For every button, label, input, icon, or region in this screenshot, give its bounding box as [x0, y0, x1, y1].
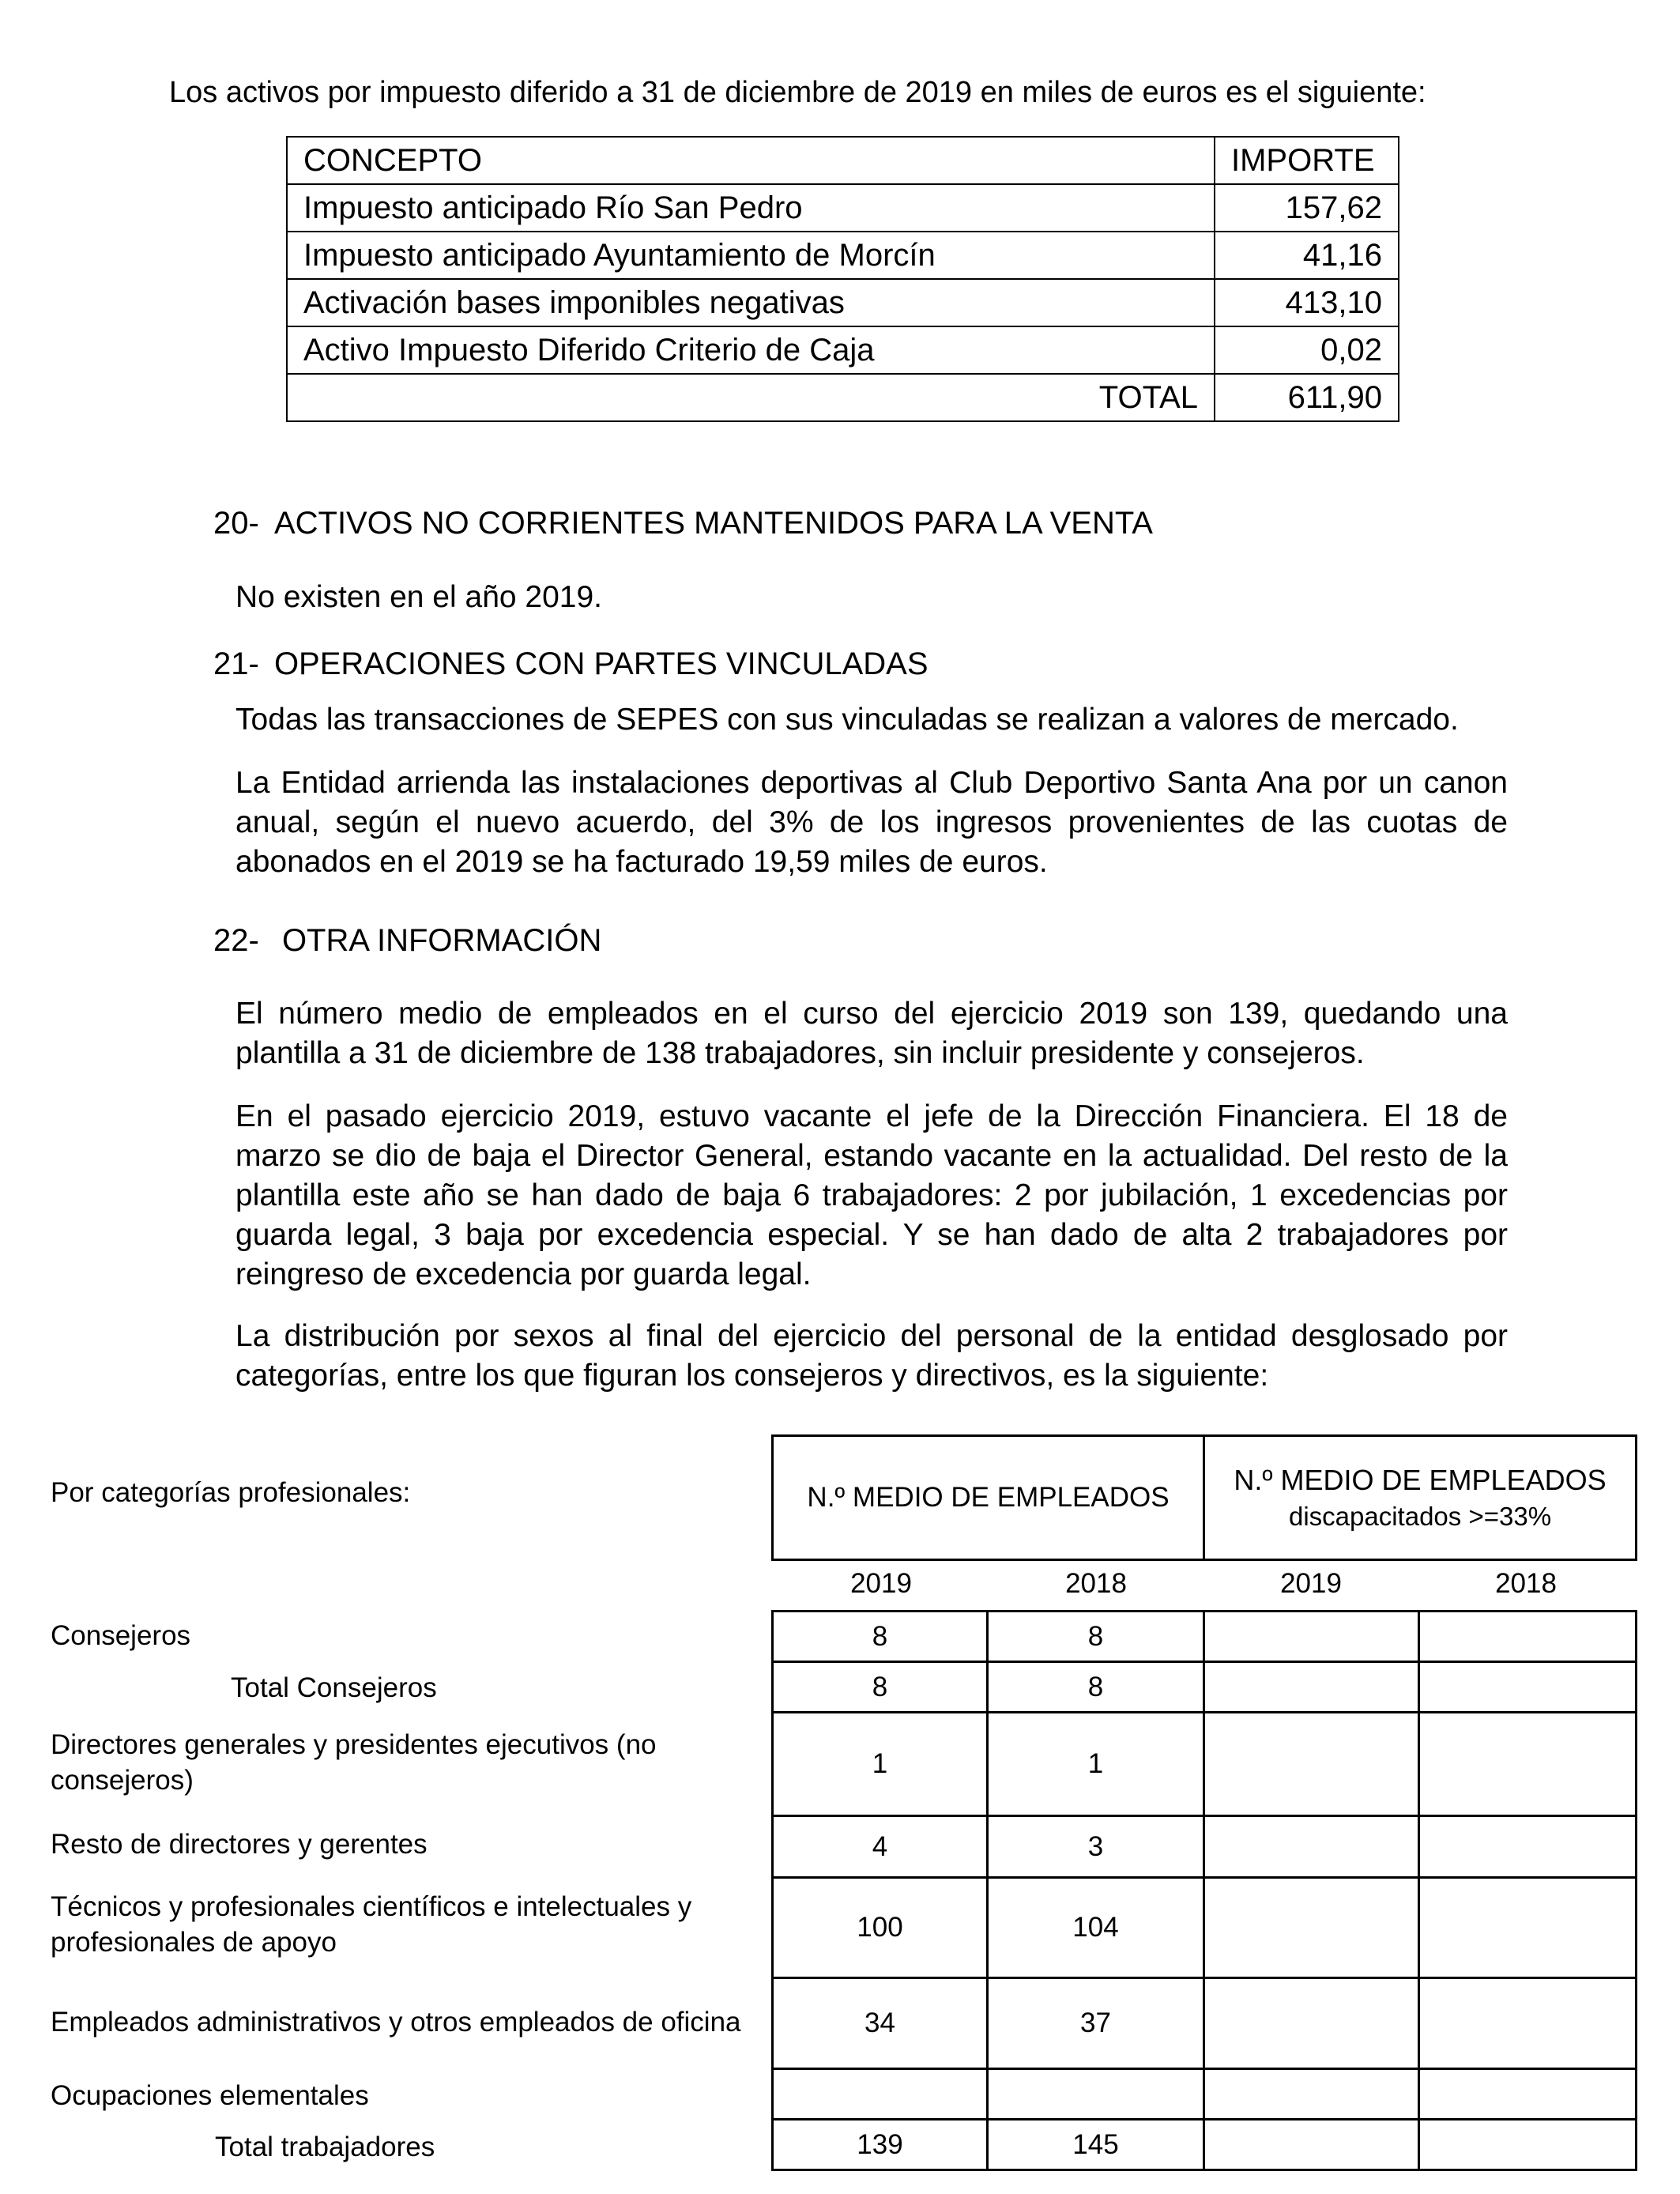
cell-2019: 1 — [771, 1711, 989, 1817]
header-text: N.º MEDIO DE EMPLEADOS — [807, 1482, 1170, 1513]
cell-2019: 100 — [771, 1876, 989, 1979]
header-medio-empleados — [771, 1434, 1205, 1561]
cell-empty — [1203, 1815, 1420, 1879]
year-label: 2018 — [1065, 1568, 1127, 1599]
header-subtext: discapacitados >=33% — [1288, 1502, 1552, 1531]
cell-empty — [1418, 1876, 1637, 1979]
row-concept: Impuesto anticipado Ayuntamiento de Morcín — [287, 232, 1215, 279]
cell-empty — [1418, 2118, 1637, 2171]
cell-2018: 3 — [986, 1815, 1205, 1879]
cell-empty — [1203, 2068, 1420, 2120]
cell-empty — [1203, 1711, 1420, 1817]
table-header-row — [287, 137, 1399, 184]
cell-empty — [1418, 1610, 1637, 1663]
row-amount: 41,16 — [1215, 232, 1399, 279]
cell-2018: 8 — [986, 1610, 1205, 1663]
row-label: Ocupaciones elementales — [51, 2080, 369, 2111]
total-label: TOTAL — [287, 374, 1215, 421]
header-concepto: CONCEPTO — [287, 137, 1215, 184]
cell-empty — [1418, 1815, 1637, 1879]
total-row — [287, 374, 1399, 421]
cell-2019: 34 — [771, 1977, 989, 2070]
row-label: Empleados administrativos y otros empleados de oficina — [51, 2007, 741, 2038]
cell-empty — [1418, 1977, 1637, 2070]
section-title: ACTIVOS NO CORRIENTES MANTENIDOS PARA LA VENTA — [273, 506, 1153, 541]
cell-2018: 145 — [986, 2118, 1205, 2171]
row-amount: 157,62 — [1215, 184, 1399, 232]
header-importe: IMPORTE — [1215, 137, 1399, 184]
paragraph: La Entidad arrienda las instalaciones deportivas al Club Deportivo Santa Ana por un canon anual, según el nuevo acuerdo, del 3% de los ingresos provenientes de las cuotas de abonados en el 2019 se ha facturado 19,59 miles de euros. — [235, 766, 1508, 879]
cell-2019 — [771, 2068, 989, 2120]
year-label: 2018 — [1495, 1568, 1557, 1599]
section-20-heading — [213, 506, 1153, 541]
row-label: Consejeros — [51, 1620, 191, 1651]
row-concept: Activo Impuesto Diferido Criterio de Caja — [287, 326, 1215, 374]
cell-empty — [1418, 1711, 1637, 1817]
row-label: Total trabajadores — [215, 2132, 435, 2162]
categories-label: Por categorías profesionales: — [51, 1477, 411, 1508]
row-concept: Activación bases imponibles negativas — [287, 279, 1215, 326]
paragraph: En el pasado ejercicio 2019, estuvo vacante el jefe de la Dirección Financiera. El 18 de marzo se dio de baja el Director General, estando vacante en la actualidad. Del resto de la plantilla este año se han dado de baja 6 trabajadores: 2 por jubilación, 1 excedencias por guarda legal, 3 baja por excedencia especial. Y se han dado de alta 2 trabajadores por reingreso de excedencia por guarda legal. — [235, 1099, 1508, 1291]
deferred-tax-table — [286, 136, 1399, 422]
cell-empty — [1203, 1610, 1420, 1663]
paragraph: El número medio de empleados en el curso del ejercicio 2019 son 139, quedando una plantilla a 31 de diciembre de 138 trabajadores, sin incluir presidente y consejeros. — [235, 997, 1508, 1070]
cell-2019: 4 — [771, 1815, 989, 1879]
paragraph: No existen en el año 2019. — [235, 580, 603, 614]
section-21-heading — [213, 647, 929, 682]
section-number: 20- — [213, 506, 259, 541]
cell-2018: 37 — [986, 1977, 1205, 2070]
total-value: 611,90 — [1215, 374, 1399, 421]
header-text: N.º MEDIO DE EMPLEADOS — [1234, 1464, 1607, 1496]
cell-2018 — [986, 2068, 1205, 2120]
table-row — [287, 326, 1399, 374]
section-number: 21- — [213, 647, 259, 681]
section-title: OPERACIONES CON PARTES VINCULADAS — [273, 647, 929, 681]
cell-2019: 139 — [771, 2118, 989, 2171]
cell-2019: 8 — [771, 1661, 989, 1713]
cell-2019: 8 — [771, 1610, 989, 1663]
cell-empty — [1418, 1661, 1637, 1713]
cell-empty — [1203, 1977, 1420, 2070]
cell-2018: 104 — [986, 1876, 1205, 1979]
cell-empty — [1203, 1876, 1420, 1979]
row-label: Técnicos y profesionales científicos e intelectuales y profesionales de apoyo — [51, 1891, 692, 1958]
row-label: Directores generales y presidentes ejecutivos (no consejeros) — [51, 1729, 657, 1796]
row-label: Resto de directores y gerentes — [51, 1829, 428, 1860]
cell-2018: 8 — [986, 1661, 1205, 1713]
paragraph: La distribución por sexos al final del ejercicio del personal de la entidad desglosado por categorías, entre los que figuran los consejeros y directivos, es la siguiente: — [235, 1319, 1508, 1393]
table-row — [287, 232, 1399, 279]
cell-empty — [1203, 2118, 1420, 2171]
paragraph: Todas las transacciones de SEPES con sus vinculadas se realizan a valores de mercado. — [235, 703, 1459, 737]
table-row — [287, 279, 1399, 326]
year-label: 2019 — [1280, 1568, 1342, 1599]
row-concept: Impuesto anticipado Río San Pedro — [287, 184, 1215, 232]
section-number: 22- — [213, 923, 259, 958]
row-amount: 413,10 — [1215, 279, 1399, 326]
cell-2018: 1 — [986, 1711, 1205, 1817]
section-22-heading — [213, 923, 601, 959]
row-amount: 0,02 — [1215, 326, 1399, 374]
table-row — [287, 184, 1399, 232]
intro-text: Los activos por impuesto diferido a 31 de diciembre de 2019 en miles de euros es el siguiente: — [169, 76, 1426, 109]
header-discapacitados — [1203, 1434, 1637, 1561]
year-label: 2019 — [850, 1568, 912, 1599]
cell-empty — [1203, 1661, 1420, 1713]
section-title: OTRA INFORMACIÓN — [281, 923, 602, 958]
cell-empty — [1418, 2068, 1637, 2120]
row-label: Total Consejeros — [231, 1672, 437, 1703]
